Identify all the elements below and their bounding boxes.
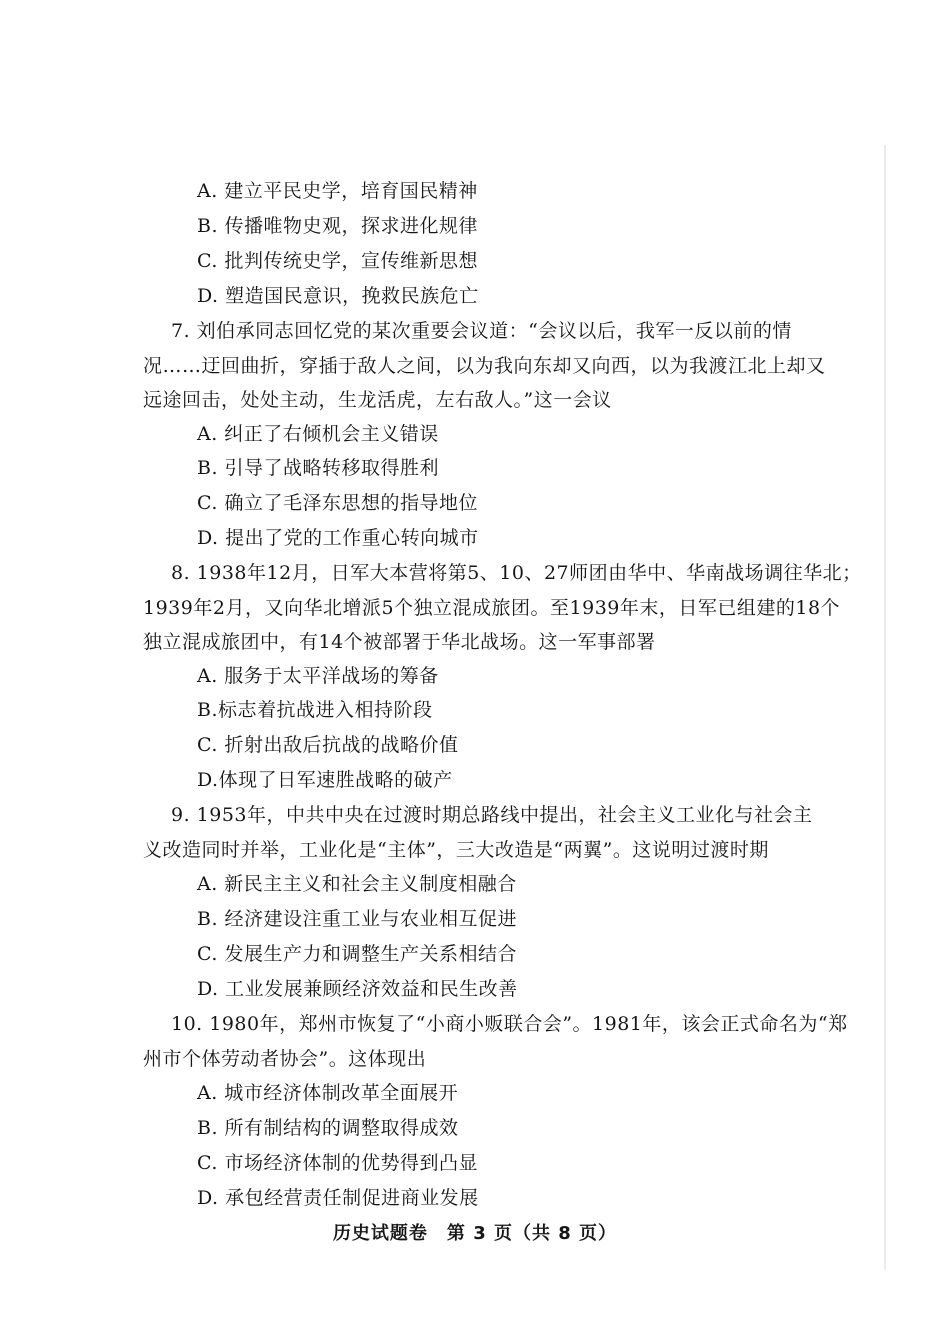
q9-stem-line: 9. 1953年，中共中央在过渡时期总路线中提出，社会主义工业化与社会主 [171,804,813,826]
q7-stem [143,314,847,418]
page-footer: 历史试题卷 第 3 页（共 8 页） [332,1223,618,1244]
q7-stem-line: 远途回击，处处主动，生龙活虎，左右敌人。”这一会议 [143,389,612,411]
q7-option-a: A. 纠正了右倾机会主义错误 [197,423,439,445]
q10-option-d: D. 承包经营责任制促进商业发展 [197,1187,479,1209]
q8-option-a: A. 服务于太平洋战场的筹备 [197,665,439,687]
q9-option-d: D. 工业发展兼顾经济效益和民生改善 [197,978,518,1000]
q7-option-b: B. 引导了战略转移取得胜利 [197,457,440,479]
q9-option-c: C. 发展生产力和调整生产关系相结合 [197,943,517,965]
q6-option-c: C. 批判传统史学，宣传维新思想 [197,250,478,272]
q7-stem-line: 7. 刘伯承同志回忆党的某次重要会议道：“会议以后，我军一反以前的情 [171,320,792,342]
q6-option-a: A. 建立平民史学，培育国民精神 [197,180,478,202]
q8-stem-line: 独立混成旅团中，有14个被部署于华北战场。这一军事部署 [143,631,656,653]
q9-option-b: B. 经济建设注重工业与农业相互促进 [197,908,518,930]
q10-stem [143,1007,848,1076]
q9-stem-line: 义改造同时并举，工业化是“主体”，三大改造是“两翼”。这说明过渡时期 [143,838,769,861]
q8-stem [143,556,862,660]
q7-stem-line: 况……迂回曲折，穿插于敌人之间，以为我向东却又向西，以为我渡江北上却又 [143,354,826,377]
q10-option-c: C. 市场经济体制的优势得到凸显 [197,1152,478,1174]
q8-stem-line: 1939年2月，又向华北增派5个独立混成旅团。至1939年末，日军已组建的18个 [143,596,841,619]
q7-option-c: C. 确立了毛泽东思想的指导地位 [197,492,478,514]
q10-stem-line: 10. 1980年，郑州市恢复了“小商小贩联合会”。1981年，该会正式命名为“郑 [171,1013,848,1035]
q8-option-c: C. 折射出敌后抗战的战略价值 [197,734,459,756]
q7-option-d: D. 提出了党的工作重心转向城市 [197,527,479,549]
q9-option-a: A. 新民主主义和社会主义制度相融合 [197,873,517,895]
q8-stem-line: 8. 1938年12月，日军大本营将第5、10、27师团由华中、华南战场调往华北； [171,562,862,584]
q10-option-a: A. 城市经济体制改革全面展开 [197,1082,459,1104]
q10-stem-line: 州市个体劳动者协会”。这体现出 [143,1047,427,1070]
q8-option-b: B.标志着抗战进入相持阶段 [197,699,433,721]
q9-stem [143,798,847,867]
q8-option-d: D.体现了日军速胜战略的破产 [197,769,453,791]
q6-option-b: B. 传播唯物史观，探求进化规律 [197,215,479,237]
q10-option-b: B. 所有制结构的调整取得成效 [197,1117,459,1139]
q6-option-d: D. 塑造国民意识，挽救民族危亡 [197,285,479,307]
